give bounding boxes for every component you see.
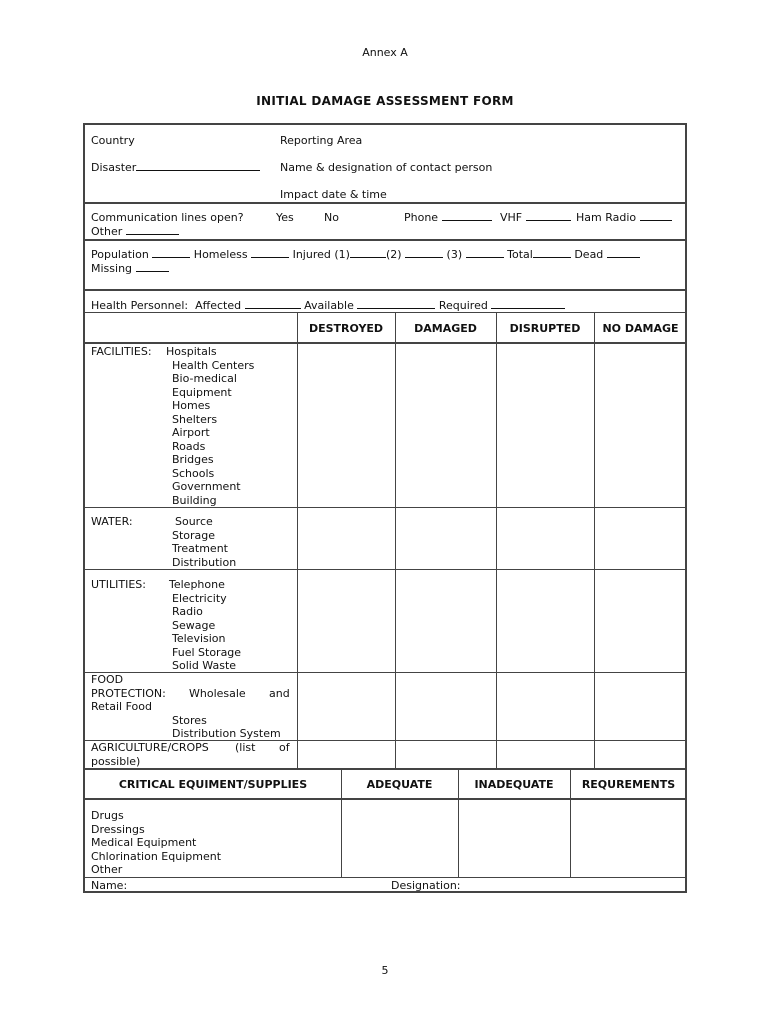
facility-item: Shelters	[172, 412, 218, 426]
vhf-field[interactable]	[500, 211, 571, 225]
annex-label: Annex A	[362, 46, 408, 59]
food-item: Distribution System	[172, 727, 281, 740]
supply-item: Drugs	[91, 809, 124, 822]
page-title: INITIAL DAMAGE ASSESSMENT FORM	[256, 94, 514, 108]
header-no-damage: NO DAMAGE	[602, 322, 679, 335]
utility-item: Sewage	[172, 618, 216, 632]
total-label: Total	[507, 248, 533, 261]
header-critical-equipment: CRITICAL EQUIMENT/SUPPLIES	[118, 778, 308, 791]
agriculture-list-label: (list	[235, 741, 256, 754]
food-label: FOOD	[91, 673, 124, 686]
homeless-label: Homeless	[193, 248, 248, 261]
disaster-label: Disaster	[91, 161, 137, 174]
supply-item: Medical Equipment	[91, 836, 197, 849]
reporting-area-label: Reporting Area	[280, 134, 363, 147]
food-list	[172, 714, 281, 741]
supplies-list	[91, 809, 221, 877]
utility-item: Radio	[172, 605, 203, 618]
population-label: Population	[91, 248, 149, 261]
phone-label: Phone	[404, 211, 439, 224]
facility-item: Homes	[172, 399, 211, 412]
water-list	[172, 529, 236, 570]
affected-label: Affected	[195, 299, 242, 312]
utility-item: Fuel Storage	[172, 645, 242, 659]
facility-item: Building	[172, 493, 217, 507]
designation-label[interactable]: Designation:	[391, 879, 461, 892]
disaster-field[interactable]	[91, 161, 260, 175]
water-item: Storage	[172, 528, 216, 542]
injured-label: Injured (1)	[292, 248, 350, 261]
health-personnel-label: Health Personnel:	[91, 299, 189, 312]
facility-item: Government	[172, 480, 241, 493]
facility-item: Bridges	[172, 453, 214, 466]
food-and-label: and	[269, 686, 290, 700]
utility-item: Electricity	[172, 591, 227, 605]
required-label: Required	[438, 299, 488, 312]
vhf-label: VHF	[500, 211, 523, 224]
comm-other-label: Other	[91, 225, 123, 238]
food-protection-label: PROTECTION:	[91, 686, 166, 700]
food-item: Stores	[172, 713, 207, 727]
utility-item: Television	[172, 632, 226, 645]
population-row[interactable]	[91, 248, 640, 262]
facility-item: Bio-medical	[172, 372, 237, 385]
contact-label: Name & designation of contact person	[280, 161, 493, 174]
assessment-form	[83, 123, 687, 893]
header-adequate: ADEQUATE	[366, 778, 433, 791]
missing-field[interactable]	[91, 262, 169, 276]
injured-3-label: (3)	[446, 248, 463, 261]
agriculture-label: AGRICULTURE/CROPS	[91, 741, 209, 754]
supply-item: Dressings	[91, 822, 145, 836]
name-label[interactable]: Name:	[91, 879, 128, 892]
facilities-label: FACILITIES:	[91, 345, 152, 358]
utilities-list	[172, 592, 241, 673]
utility-telephone: Telephone	[169, 578, 225, 591]
agriculture-possible-label: possible)	[91, 754, 141, 768]
header-disrupted: DISRUPTED	[509, 322, 581, 335]
dead-label: Dead	[574, 248, 604, 261]
supply-item: Chlorination Equipment	[91, 849, 222, 863]
water-item: Treatment	[172, 542, 228, 555]
page-number: 5	[381, 964, 389, 977]
water-label: WATER:	[91, 515, 133, 528]
facility-item: Schools	[172, 466, 215, 480]
comm-yes-label[interactable]: Yes	[276, 211, 294, 224]
utilities-label: UTILITIES:	[91, 578, 146, 591]
country-label: Country	[91, 134, 135, 147]
water-item: Distribution	[172, 555, 237, 569]
available-label: Available	[304, 299, 354, 312]
header-inadequate: INADEQUATE	[474, 778, 554, 791]
ham-radio-label: Ham Radio	[576, 211, 637, 224]
health-personnel-row[interactable]	[91, 299, 565, 313]
facility-item: Roads	[172, 439, 206, 453]
food-wholesale-label: Wholesale	[189, 686, 246, 700]
impact-label: Impact date & time	[280, 188, 387, 201]
phone-field[interactable]	[404, 211, 492, 225]
utility-item: Solid Waste	[172, 659, 237, 672]
facility-item: Health Centers	[172, 358, 255, 372]
agriculture-of-label: of	[279, 741, 290, 754]
supply-item: Other	[91, 863, 123, 876]
comm-no-label[interactable]: No	[324, 211, 339, 224]
header-destroyed: DESTROYED	[308, 322, 384, 335]
header-damaged: DAMAGED	[414, 322, 477, 335]
missing-label: Missing	[91, 262, 133, 275]
injured-2-label: (2)	[385, 248, 402, 261]
communication-question: Communication lines open?	[91, 211, 244, 224]
header-requirements: REQUREMENTS	[581, 778, 676, 791]
facilities-list	[172, 359, 254, 508]
facility-hospitals: Hospitals	[166, 345, 217, 358]
ham-radio-field[interactable]	[576, 211, 672, 225]
facility-item: Equipment	[172, 385, 232, 399]
water-source: Source	[175, 515, 213, 528]
comm-other-field[interactable]	[91, 225, 179, 239]
facility-item: Airport	[172, 426, 210, 439]
food-retail-label: Retail Food	[91, 700, 152, 713]
